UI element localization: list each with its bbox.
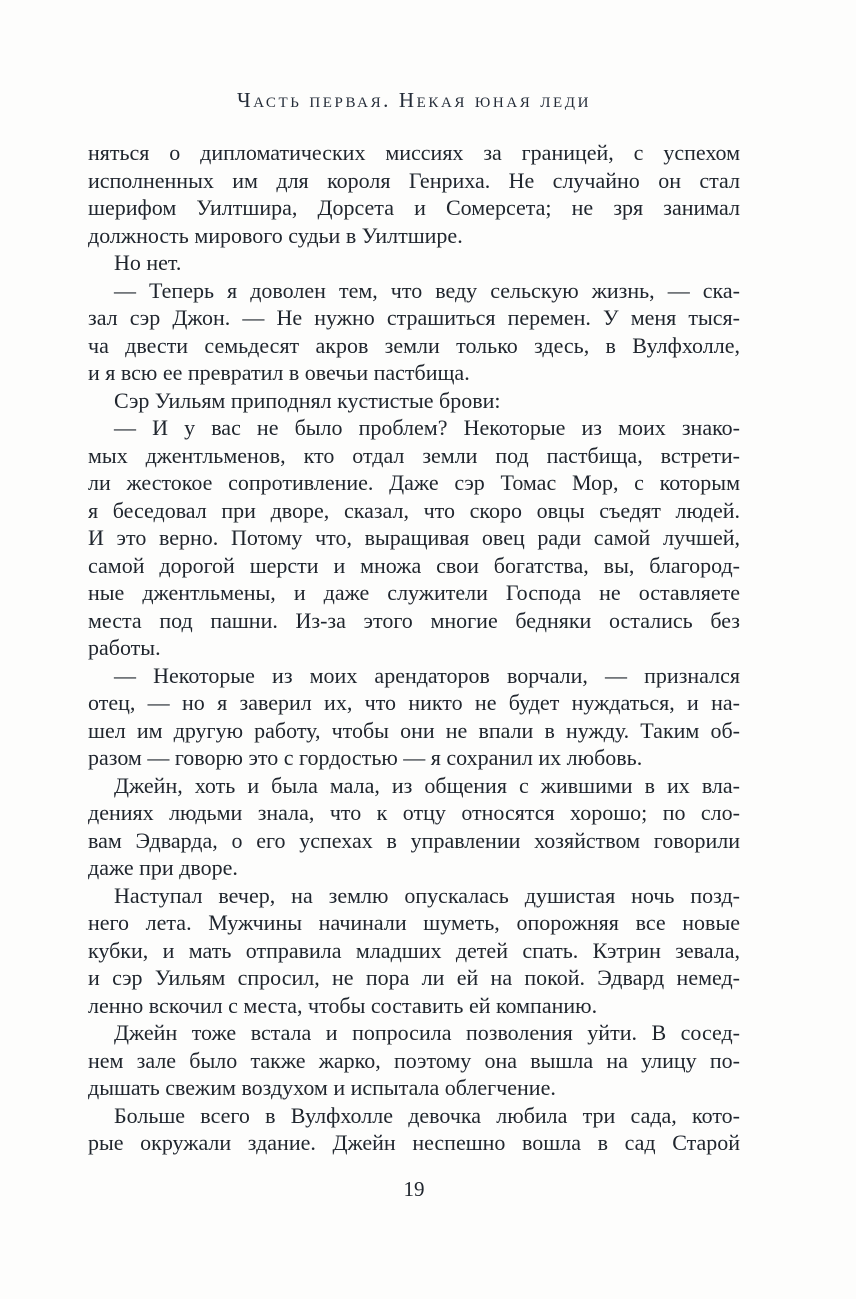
text-line: Джейн, хоть и была мала, из общения с жившими в их вла- <box>114 772 740 798</box>
paragraph <box>88 414 740 662</box>
text-line: Но нет. <box>114 250 182 275</box>
text-line: — Теперь я доволен тем, что веду сельскую жизнь, — ска- <box>114 277 740 303</box>
text-line: даже при дворе. <box>88 855 238 880</box>
paragraph <box>88 1019 740 1102</box>
text-line: я беседовал при дворе, сказал, что скоро овцы съедят людей. <box>88 497 740 523</box>
text-block <box>88 139 740 1157</box>
text-line: ные джентльмены, и даже служители Господа не оставляете <box>88 580 740 605</box>
text-line: дышать свежим воздухом и испытала облегчение. <box>88 1075 556 1100</box>
text-line: Джейн тоже встала и попросила позволения уйти. В сосед- <box>114 1020 740 1045</box>
text-line: нем зале было также жарко, поэтому она вышла на улицу по- <box>88 1047 740 1073</box>
text-line: ленно вскочил с места, чтобы составить ей компанию. <box>88 992 598 1018</box>
text-line: кубки, и мать отправила младших детей спать. Кэтрин зевала, <box>88 937 740 963</box>
text-line: — И у вас не было проблем? Некоторые из моих знако- <box>114 415 740 440</box>
text-line: вам Эдварда, о его успехах в управлении хозяйством говорили <box>88 827 740 853</box>
text-line: И это верно. Потому что, выращивая овец ради самой лучшей, <box>88 525 740 550</box>
paragraph <box>88 139 740 249</box>
paragraph <box>88 1102 740 1157</box>
text-line: места под пашни. Из-за этого многие бедняки остались без <box>88 607 740 633</box>
text-line: — Некоторые из моих арендаторов ворчали, — признался <box>114 662 740 688</box>
text-line: отец, — но я заверил их, что никто не будет нуждаться, и на- <box>88 690 740 715</box>
text-line: рые окружали здание. Джейн неспешно вошла в сад Старой <box>88 1130 740 1155</box>
text-line: Наступал вечер, на землю опускалась душистая ночь позд- <box>114 882 740 908</box>
text-line: ча двести семьдесят акров земли только здесь, в Вулфхолле, <box>88 332 740 358</box>
paragraph <box>88 662 740 772</box>
text-line: няться о дипломатических миссиях за границей, с успехом <box>88 140 740 165</box>
paragraph <box>88 387 740 415</box>
text-line: исполненных им для короля Генриха. Не случайно он стал <box>88 167 740 193</box>
text-line: работы. <box>88 635 161 660</box>
text-line: самой дорогой шерсти и множа свои богатства, вы, благород- <box>88 552 740 578</box>
paragraph <box>88 772 740 882</box>
page-number: 19 <box>403 1177 425 1201</box>
text-line: Сэр Уильям приподнял кустистые брови: <box>114 387 501 413</box>
text-line: разом — говорю это с гордостью — я сохранил их любовь. <box>88 745 643 770</box>
text-line: шел им другую работу, чтобы они не впали в нужду. Таким об- <box>88 717 740 743</box>
text-line: него лета. Мужчины начинали шуметь, опорожняя все новые <box>88 910 740 935</box>
running-header: Часть первая. Некая юная леди <box>236 88 592 112</box>
text-line: шерифом Уилтшира, Дорсета и Сомерсета; не зря занимал <box>88 195 740 220</box>
text-line: зал сэр Джон. — Не нужно страшиться перемен. У меня тыся- <box>88 305 740 330</box>
text-line: мых джентльменов, кто отдал земли под пастбища, встрети- <box>88 442 740 468</box>
paragraph <box>88 882 740 1020</box>
paragraph <box>88 277 740 387</box>
text-line: и сэр Уильям спросил, не пора ли ей на покой. Эдвард немед- <box>88 965 740 990</box>
text-line: Больше всего в Вулфхолле девочка любила три сада, кото- <box>114 1102 740 1128</box>
text-line: должность мирового судьи в Уилтшире. <box>88 222 463 248</box>
text-line: и я всю ее превратил в овечьи пастбища. <box>88 360 470 385</box>
text-line: дениях людьми знала, что к отцу относятся хорошо; по сло- <box>88 800 740 825</box>
text-line: ли жестокое сопротивление. Даже сэр Томас Мор, с которым <box>88 470 740 495</box>
paragraph <box>88 249 740 277</box>
